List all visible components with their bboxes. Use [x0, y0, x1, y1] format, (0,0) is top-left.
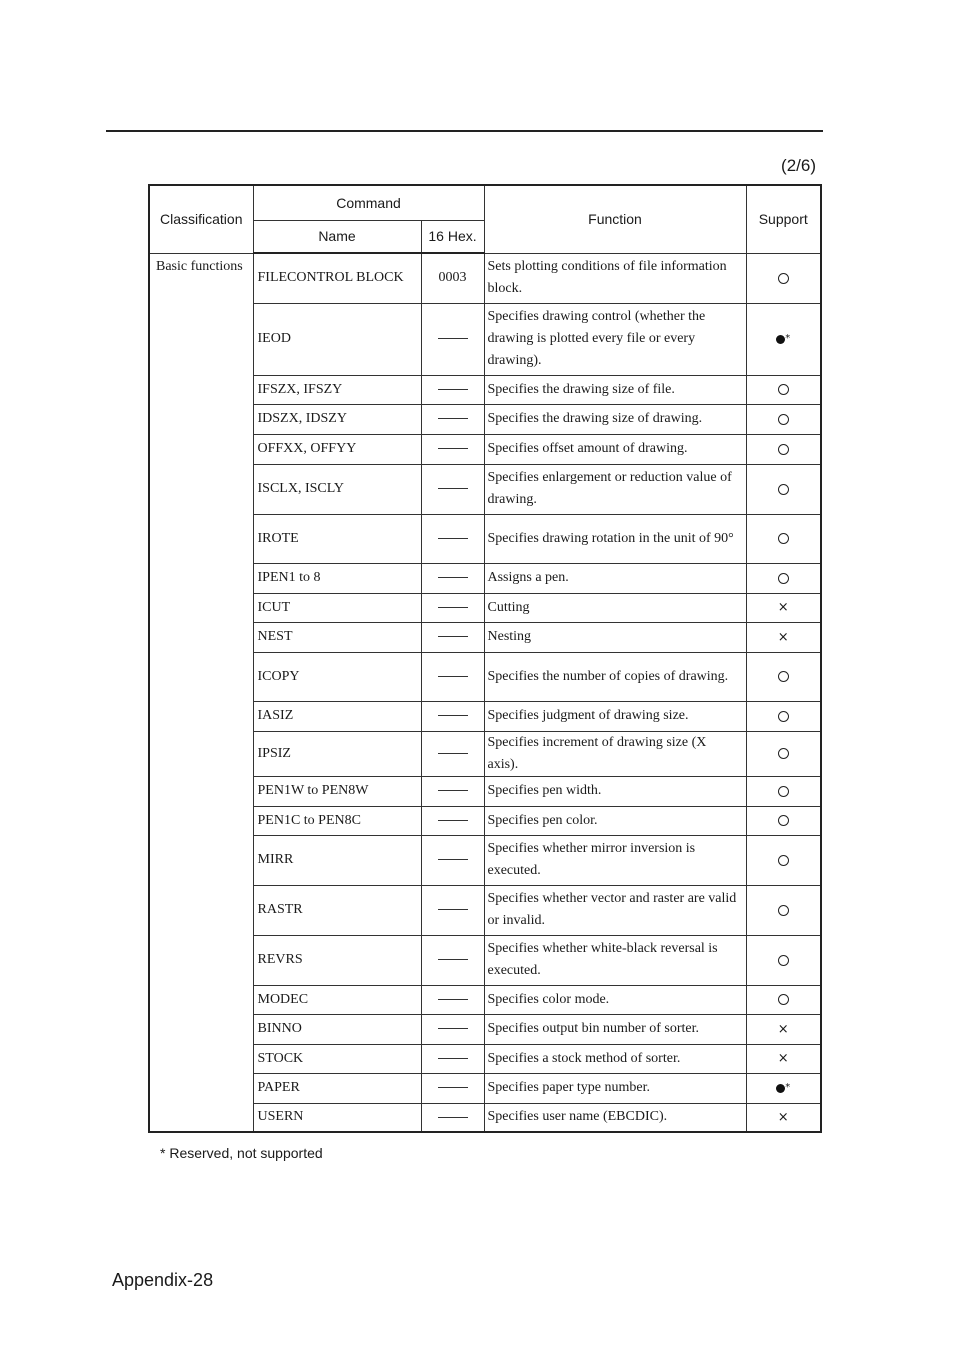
function-description: Specifies pen color.	[484, 806, 746, 835]
function-description: Specifies enlargement or reduction value of drawing.	[484, 464, 746, 514]
command-name: PEN1C to PEN8C	[253, 806, 421, 835]
command-name: IEOD	[253, 303, 421, 375]
circle-icon	[778, 671, 789, 682]
function-description: Specifies the number of copies of drawing.	[484, 652, 746, 701]
dash-mark	[438, 715, 468, 716]
hex-code: 0003	[421, 253, 484, 303]
hex-code-none	[421, 776, 484, 806]
table-body	[149, 253, 821, 1132]
dash-mark	[438, 448, 468, 449]
command-name: PEN1W to PEN8W	[253, 776, 421, 806]
filled-dot-icon	[776, 335, 785, 344]
dash-mark	[438, 338, 468, 339]
dash-mark	[438, 820, 468, 821]
function-description: Cutting	[484, 593, 746, 622]
dash-mark	[438, 676, 468, 677]
support-cell	[746, 1044, 821, 1073]
circle-icon	[778, 273, 789, 284]
function-description: Specifies pen width.	[484, 776, 746, 806]
hex-code-none	[421, 563, 484, 593]
support-cell	[746, 375, 821, 404]
command-name: USERN	[253, 1103, 421, 1132]
dash-mark	[438, 753, 468, 754]
hex-code-none	[421, 1014, 484, 1044]
dash-mark	[438, 959, 468, 960]
command-name: IROTE	[253, 514, 421, 563]
support-cell	[746, 514, 821, 563]
function-description: Specifies drawing rotation in the unit of 90°	[484, 514, 746, 563]
function-description: Specifies judgment of drawing size.	[484, 701, 746, 731]
page-index: (2/6)	[781, 156, 816, 175]
hex-code-none	[421, 514, 484, 563]
hex-code-none	[421, 1073, 484, 1103]
support-cell	[746, 652, 821, 701]
cross-icon: ×	[777, 1109, 789, 1125]
function-description: Nesting	[484, 622, 746, 652]
command-name: ICUT	[253, 593, 421, 622]
asterisk-mark: *	[785, 332, 791, 344]
dash-mark	[438, 859, 468, 860]
function-description: Specifies color mode.	[484, 985, 746, 1014]
hex-code-none	[421, 835, 484, 885]
header-name: Name	[253, 220, 421, 253]
function-description: Specifies offset amount of drawing.	[484, 434, 746, 464]
hex-code-none	[421, 464, 484, 514]
support-cell	[746, 303, 821, 375]
circle-icon	[778, 533, 789, 544]
hex-code-none	[421, 404, 484, 434]
circle-icon	[778, 815, 789, 826]
command-name: PAPER	[253, 1073, 421, 1103]
command-name: RASTR	[253, 885, 421, 935]
dash-mark	[438, 488, 468, 489]
support-cell	[746, 1073, 821, 1103]
circle-icon	[778, 955, 789, 966]
circle-icon	[778, 484, 789, 495]
circle-icon	[778, 855, 789, 866]
support-cell	[746, 885, 821, 935]
support-cell	[746, 835, 821, 885]
function-description: Specifies increment of drawing size (X axis).	[484, 731, 746, 776]
hex-code-none	[421, 303, 484, 375]
hex-code-none	[421, 701, 484, 731]
header-function: Function	[484, 185, 746, 253]
hex-code-none	[421, 731, 484, 776]
support-cell	[746, 253, 821, 303]
circle-icon	[778, 414, 789, 425]
function-description: Specifies whether vector and raster are valid or invalid.	[484, 885, 746, 935]
dash-mark	[438, 636, 468, 637]
hex-code-none	[421, 593, 484, 622]
function-description: Specifies paper type number.	[484, 1073, 746, 1103]
header-hex: 16 Hex.	[421, 220, 484, 253]
command-name: IFSZX, IFSZY	[253, 375, 421, 404]
support-cell	[746, 731, 821, 776]
hex-code-none	[421, 935, 484, 985]
command-table	[148, 184, 822, 1133]
support-cell	[746, 404, 821, 434]
circle-icon	[778, 748, 789, 759]
circle-icon	[778, 994, 789, 1005]
circle-icon	[778, 905, 789, 916]
dash-mark	[438, 538, 468, 539]
command-name: OFFXX, OFFYY	[253, 434, 421, 464]
dash-mark	[438, 909, 468, 910]
support-cell	[746, 985, 821, 1014]
cross-icon: ×	[777, 1051, 789, 1066]
circle-icon	[778, 786, 789, 797]
support-cell	[746, 563, 821, 593]
hex-code-none	[421, 652, 484, 701]
support-cell	[746, 1103, 821, 1132]
support-cell	[746, 464, 821, 514]
hex-code-none	[421, 1103, 484, 1132]
circle-icon	[778, 573, 789, 584]
dash-mark	[438, 790, 468, 791]
filled-dot-icon	[776, 1084, 785, 1093]
command-name: FILECONTROL BLOCK	[253, 253, 421, 303]
hex-code-none	[421, 885, 484, 935]
command-name: ISCLX, ISCLY	[253, 464, 421, 514]
command-name: REVRS	[253, 935, 421, 985]
command-name: NEST	[253, 622, 421, 652]
support-cell	[746, 935, 821, 985]
circle-icon	[778, 384, 789, 395]
dash-mark	[438, 418, 468, 419]
command-name: STOCK	[253, 1044, 421, 1073]
header-command: Command	[253, 185, 484, 220]
circle-icon	[778, 444, 789, 455]
hex-code-none	[421, 434, 484, 464]
function-description: Specifies whether white-black reversal is executed.	[484, 935, 746, 985]
function-description: Specifies whether mirror inversion is executed.	[484, 835, 746, 885]
command-name: IASIZ	[253, 701, 421, 731]
dash-mark	[438, 1058, 468, 1059]
circle-icon	[778, 711, 789, 722]
function-description: Specifies drawing control (whether the drawing is plotted every file or every drawing).	[484, 303, 746, 375]
function-description: Specifies user name (EBCDIC).	[484, 1103, 746, 1132]
dash-mark	[438, 577, 468, 578]
asterisk-mark: *	[785, 1081, 791, 1093]
table-row	[149, 253, 821, 303]
function-description: Specifies a stock method of sorter.	[484, 1044, 746, 1073]
support-cell	[746, 701, 821, 731]
dash-mark	[438, 389, 468, 390]
support-cell	[746, 434, 821, 464]
hex-code-none	[421, 806, 484, 835]
dash-mark	[438, 1028, 468, 1029]
support-cell	[746, 1014, 821, 1044]
header-support: Support	[746, 185, 821, 253]
hex-code-none	[421, 1044, 484, 1073]
header-classification: Classification	[149, 185, 253, 253]
support-cell	[746, 776, 821, 806]
command-name: BINNO	[253, 1014, 421, 1044]
dash-mark	[438, 1117, 468, 1118]
function-description: Specifies the drawing size of drawing.	[484, 404, 746, 434]
command-name: IDSZX, IDSZY	[253, 404, 421, 434]
dash-mark	[438, 607, 468, 608]
command-name: IPSIZ	[253, 731, 421, 776]
support-cell	[746, 622, 821, 652]
dash-mark	[438, 999, 468, 1000]
dash-mark	[438, 1087, 468, 1088]
function-description: Specifies the drawing size of file.	[484, 375, 746, 404]
support-cell	[746, 593, 821, 622]
command-name: MIRR	[253, 835, 421, 885]
footnote: * Reserved, not supported	[160, 1145, 323, 1161]
classification-cell: Basic functions	[149, 253, 253, 1132]
function-description: Specifies output bin number of sorter.	[484, 1014, 746, 1044]
cross-icon: ×	[777, 629, 789, 645]
top-rule	[106, 130, 823, 132]
hex-code-none	[421, 985, 484, 1014]
command-name: IPEN1 to 8	[253, 563, 421, 593]
cross-icon: ×	[777, 600, 789, 615]
support-cell	[746, 806, 821, 835]
page-number: Appendix-28	[112, 1270, 214, 1290]
command-name: ICOPY	[253, 652, 421, 701]
command-name: MODEC	[253, 985, 421, 1014]
hex-code-none	[421, 375, 484, 404]
cross-icon: ×	[777, 1021, 789, 1037]
function-description: Assigns a pen.	[484, 563, 746, 593]
function-description: Sets plotting conditions of file information block.	[484, 253, 746, 303]
hex-code-none	[421, 622, 484, 652]
